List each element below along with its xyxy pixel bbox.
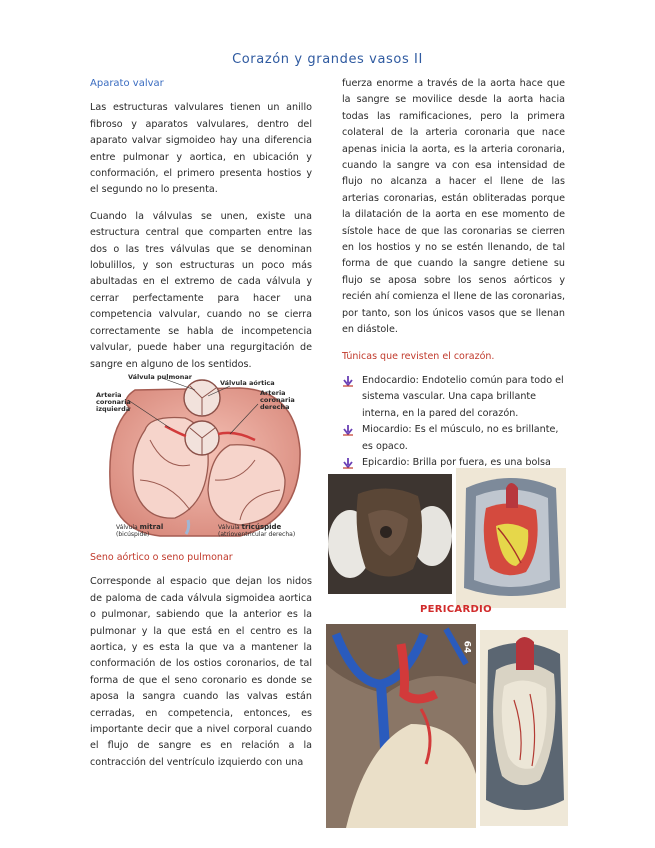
right-column xyxy=(342,76,565,488)
label-arteria-coronaria-derecha: Arteria coronaria derecha xyxy=(260,389,295,411)
arrow-down-icon xyxy=(342,457,354,469)
photo-great-vessels xyxy=(326,624,476,828)
list-item-text: Miocardio: Es el músculo, no es brillante, es opaco. xyxy=(362,424,559,452)
label-valvula-aortica: Válvula aórtica xyxy=(220,379,275,387)
label-valvula-mitral xyxy=(116,524,163,538)
arrow-down-icon xyxy=(342,375,354,387)
valve-diagram xyxy=(90,370,312,542)
label-valvula-pulmonar: Válvula pulmonar xyxy=(128,373,192,381)
photo-dissected-heart xyxy=(328,474,452,594)
left-column xyxy=(90,76,312,383)
list-item-text: Epicardio: Brilla por fuera, es una bolsa xyxy=(362,456,551,468)
label-valvula-tricuspide xyxy=(218,524,295,538)
paragraph: Las estructuras valvulares tienen un anillo fibroso y aparatos valvulares, dentro del aparato valvar sigmoideo hay una diferencia entre pulmonar y aortica, en ubicación y conformación, el primero presenta hostios y el segundo no lo presenta. xyxy=(90,102,312,196)
section-heading-tunicas: Túnicas que revisten el corazón. xyxy=(342,350,495,362)
label-arteria-coronaria-izquierda: Arteria coronaria izquierda xyxy=(96,391,131,413)
label-mitral-prefix: Válvula xyxy=(116,524,138,531)
label-tric-sub: (atrioventricular derecha) xyxy=(218,531,296,538)
list-item-text: Endocardio: Endotelio común para todo el sistema vascular. Una capa brillante interna, en la pared del corazón. xyxy=(362,374,564,419)
label-tric-prefix: Válvula xyxy=(218,524,240,531)
arrow-down-icon xyxy=(342,424,354,436)
left-column-lower xyxy=(90,550,312,781)
list-item xyxy=(342,373,565,422)
illustration-opened-pericardium xyxy=(456,468,566,608)
paragraph: Corresponde al espacio que dejan los nidos de paloma de cada válvula sigmoidea aortica o pulmonar, sabiendo que la anterior es la pulmonar y la que está en el centro es la aortica, y es esta la que va a mantener la conformación de los ostios coronarios, de tal forma de que el seno coronario es donde se aposa la sangra cuando las valvas están cerradas, en competencia, entonces, es importante decir que a nivel corporal cuando el flujo de sangre es en relación a la contracción del ventrículo izquierdo con una xyxy=(90,576,312,768)
paragraph: Cuando la válvulas se unen, existe una estructura central que comparten entre las dos o las tres válvulas que se denominan lobulillos, y son estructuras un poco más abultadas en el extremo de cada válvula y cerrar perfectamente para hacer una competencia valvular, cuando no se cierra correctamente se habla de incompetencia valvular, puede haber una regurgitación de sangre en alguno de los sentidos. xyxy=(90,210,312,370)
page-title: Corazón y grandes vasos II xyxy=(232,52,423,67)
pericardio-label: PERICARDIO xyxy=(420,604,492,615)
label-mitral: mitral xyxy=(139,523,164,531)
list-item xyxy=(342,422,565,455)
section-heading-seno-aortico: Seno aórtico o seno pulmonar xyxy=(90,552,233,563)
illustration-pericardial-sac xyxy=(480,630,568,826)
label-tricuspide: tricúspide xyxy=(241,523,282,531)
label-mitral-sub: (bicúspide) xyxy=(116,531,150,538)
paragraph: fuerza enorme a través de la aorta hace que la sangre se movilice desde la aorta hacia todas las ramificaciones, pero la primera colateral de la arteria coronaria que nace apenas inicia la aorta, es la arteria coronaria, cuando la sangre va con esa intensidad de flujo no alcanza a hacer el llene de las arterias coronarias, están obliteradas porque la dilatación de la aorta en ese momento de sístole hace de que las coronarias se cierren en los hostios y no se estén llenando, de tal forma de que cuando la sangre detiene su flujo se aposa sobre los senos aórticos y recién ahí comienza el llene de las coronarias, por tanto, son los únicos vasos que se llenan en diástole. xyxy=(342,78,565,336)
section-heading-aparato-valvar: Aparato valvar xyxy=(90,78,164,89)
photo-number: 64 xyxy=(461,640,472,654)
